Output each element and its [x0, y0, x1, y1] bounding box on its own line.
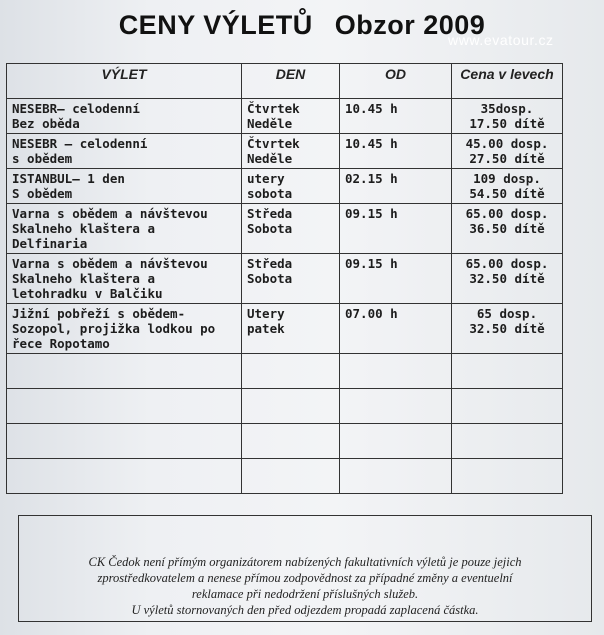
empty-row	[7, 354, 563, 389]
header-day: DEN	[242, 64, 340, 99]
table-row	[7, 204, 563, 254]
trip-price-table	[6, 63, 563, 494]
from-cell: 10.45 h	[340, 99, 452, 134]
day-cell: utery sobota	[242, 169, 340, 204]
trip-cell: ISTANBUL– 1 den S obědem	[7, 169, 242, 204]
empty-row	[7, 424, 563, 459]
day-cell: Utery patek	[242, 304, 340, 354]
trip-cell: Varna s obědem a návštevou Skalneho klaštera a Delfinaria	[7, 204, 242, 254]
from-cell: 09.15 h	[340, 204, 452, 254]
header-trip: VÝLET	[7, 64, 242, 99]
disclaimer-box	[18, 515, 592, 622]
disclaimer-line: zprostředkovatelem a nenese přímou zodpovědnost za případné změny a eventuelní	[97, 571, 513, 585]
disclaimer-line: U výletů stornovaných den před odjezdem propadá zaplacená částka.	[131, 603, 479, 617]
trip-cell: Jižní pobřeží s obědem- Sozopol, projižka lodkou po řece Ropotamo	[7, 304, 242, 354]
trip-cell: NESEBR– celodenní Bez oběda	[7, 99, 242, 134]
from-cell: 07.00 h	[340, 304, 452, 354]
empty-row	[7, 459, 563, 494]
from-cell: 09.15 h	[340, 254, 452, 304]
day-cell: Středa Sobota	[242, 204, 340, 254]
from-cell: 10.45 h	[340, 134, 452, 169]
title-main: CENY VÝLETŮ	[118, 10, 313, 40]
trip-cell: Varna s obědem a návštevou Skalneho klaštera a letohradku v Balčiku	[7, 254, 242, 304]
price-cell: 35dosp. 17.50 dítě	[452, 99, 563, 134]
price-cell: 65 dosp. 32.50 dítě	[452, 304, 563, 354]
table-row	[7, 254, 563, 304]
watermark-url: www.evatour.cz	[448, 32, 554, 48]
disclaimer-line: CK Čedok není přímým organizátorem nabízených fakultativních výletů je pouze jejich	[88, 555, 522, 569]
table-header-row	[7, 64, 563, 99]
header-from: OD	[340, 64, 452, 99]
price-cell: 65.00 dosp. 32.50 dítě	[452, 254, 563, 304]
day-cell: Čtvrtek Neděle	[242, 99, 340, 134]
table-row	[7, 134, 563, 169]
price-cell: 65.00 dosp. 36.50 dítě	[452, 204, 563, 254]
price-cell: 45.00 dosp. 27.50 dítě	[452, 134, 563, 169]
table-row	[7, 169, 563, 204]
day-cell: Čtvrtek Neděle	[242, 134, 340, 169]
trip-cell: NESEBR – celodenní s obědem	[7, 134, 242, 169]
table-row	[7, 304, 563, 354]
price-cell: 109 dosp. 54.50 dítě	[452, 169, 563, 204]
from-cell: 02.15 h	[340, 169, 452, 204]
table-row	[7, 99, 563, 134]
disclaimer-line: reklamace při nedodržení příslušných služeb.	[191, 587, 419, 601]
day-cell: Středa Sobota	[242, 254, 340, 304]
empty-row	[7, 389, 563, 424]
title-year: Obzor 2009	[334, 10, 486, 40]
header-price: Cena v levech	[452, 64, 563, 99]
